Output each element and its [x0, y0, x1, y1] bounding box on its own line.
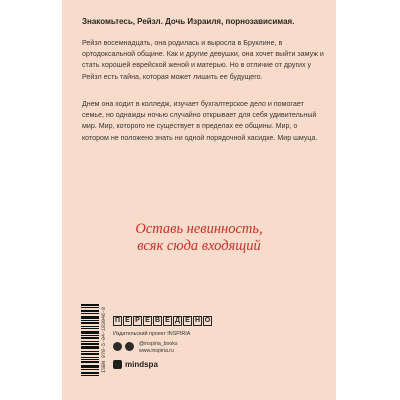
description-paragraph-2: Днем она ходит в колледж, изучает бухгалтерское дело и помогает семье, но однажды ночью случайно открывает для себя удивительный мир. Мир, которого не существует в пределах ее общины. Мир, о котором не положено знать ни одной порядочной хасидке. Мир шмуца.	[82, 100, 318, 142]
intro-line: Знакомьтесь, Рейзл. Дочь Израиля, порнозависимая.	[82, 17, 295, 26]
logo-letter: Е	[123, 316, 132, 326]
publisher-project: Издательский проект INSPIRIA	[113, 331, 191, 337]
logo-letter: Д	[175, 317, 180, 324]
logo-letter: Е	[163, 316, 172, 326]
logo-letter: Р	[133, 316, 142, 326]
social-handle: @inspiria_books	[139, 341, 178, 347]
pereved-eno-logo	[113, 316, 212, 326]
telegram-icon	[113, 342, 122, 351]
logo-letter: О	[204, 317, 211, 324]
imprint-logo	[113, 360, 158, 369]
logo-letter: Е	[183, 316, 192, 326]
social-icons	[113, 342, 134, 351]
book-back-cover	[62, 0, 336, 400]
mindspa-logo-icon	[113, 360, 122, 369]
social-links	[139, 341, 177, 355]
logo-letter: П	[114, 317, 121, 324]
logo-letter: Е	[143, 316, 152, 326]
vk-icon	[125, 342, 134, 351]
barcode-number: ISBN 978-5-04-183046-8	[101, 306, 107, 373]
logo-letter: Н	[194, 317, 201, 324]
description-paragraph-1: Рейзл восемнадцать, она родилась и выросла в Бруклине, в ортодоксальной общине. Как и другие девушки, она хочет выйти замуж и стать хорошей еврейской женой и матерью. Но в отличие от других у Рейзл есть тайна, которая может лишить ее будущего.	[82, 39, 324, 81]
logo-letter: В	[154, 317, 161, 324]
tagline-line-2: всяк сюда входящий	[137, 238, 261, 254]
tagline-quote	[62, 221, 336, 255]
imprint-name: mindspa	[125, 360, 158, 369]
barcode	[81, 304, 99, 376]
tagline-line-1: Оставь невинность,	[135, 221, 263, 237]
website-link: www.inspiria.ru	[139, 348, 174, 354]
